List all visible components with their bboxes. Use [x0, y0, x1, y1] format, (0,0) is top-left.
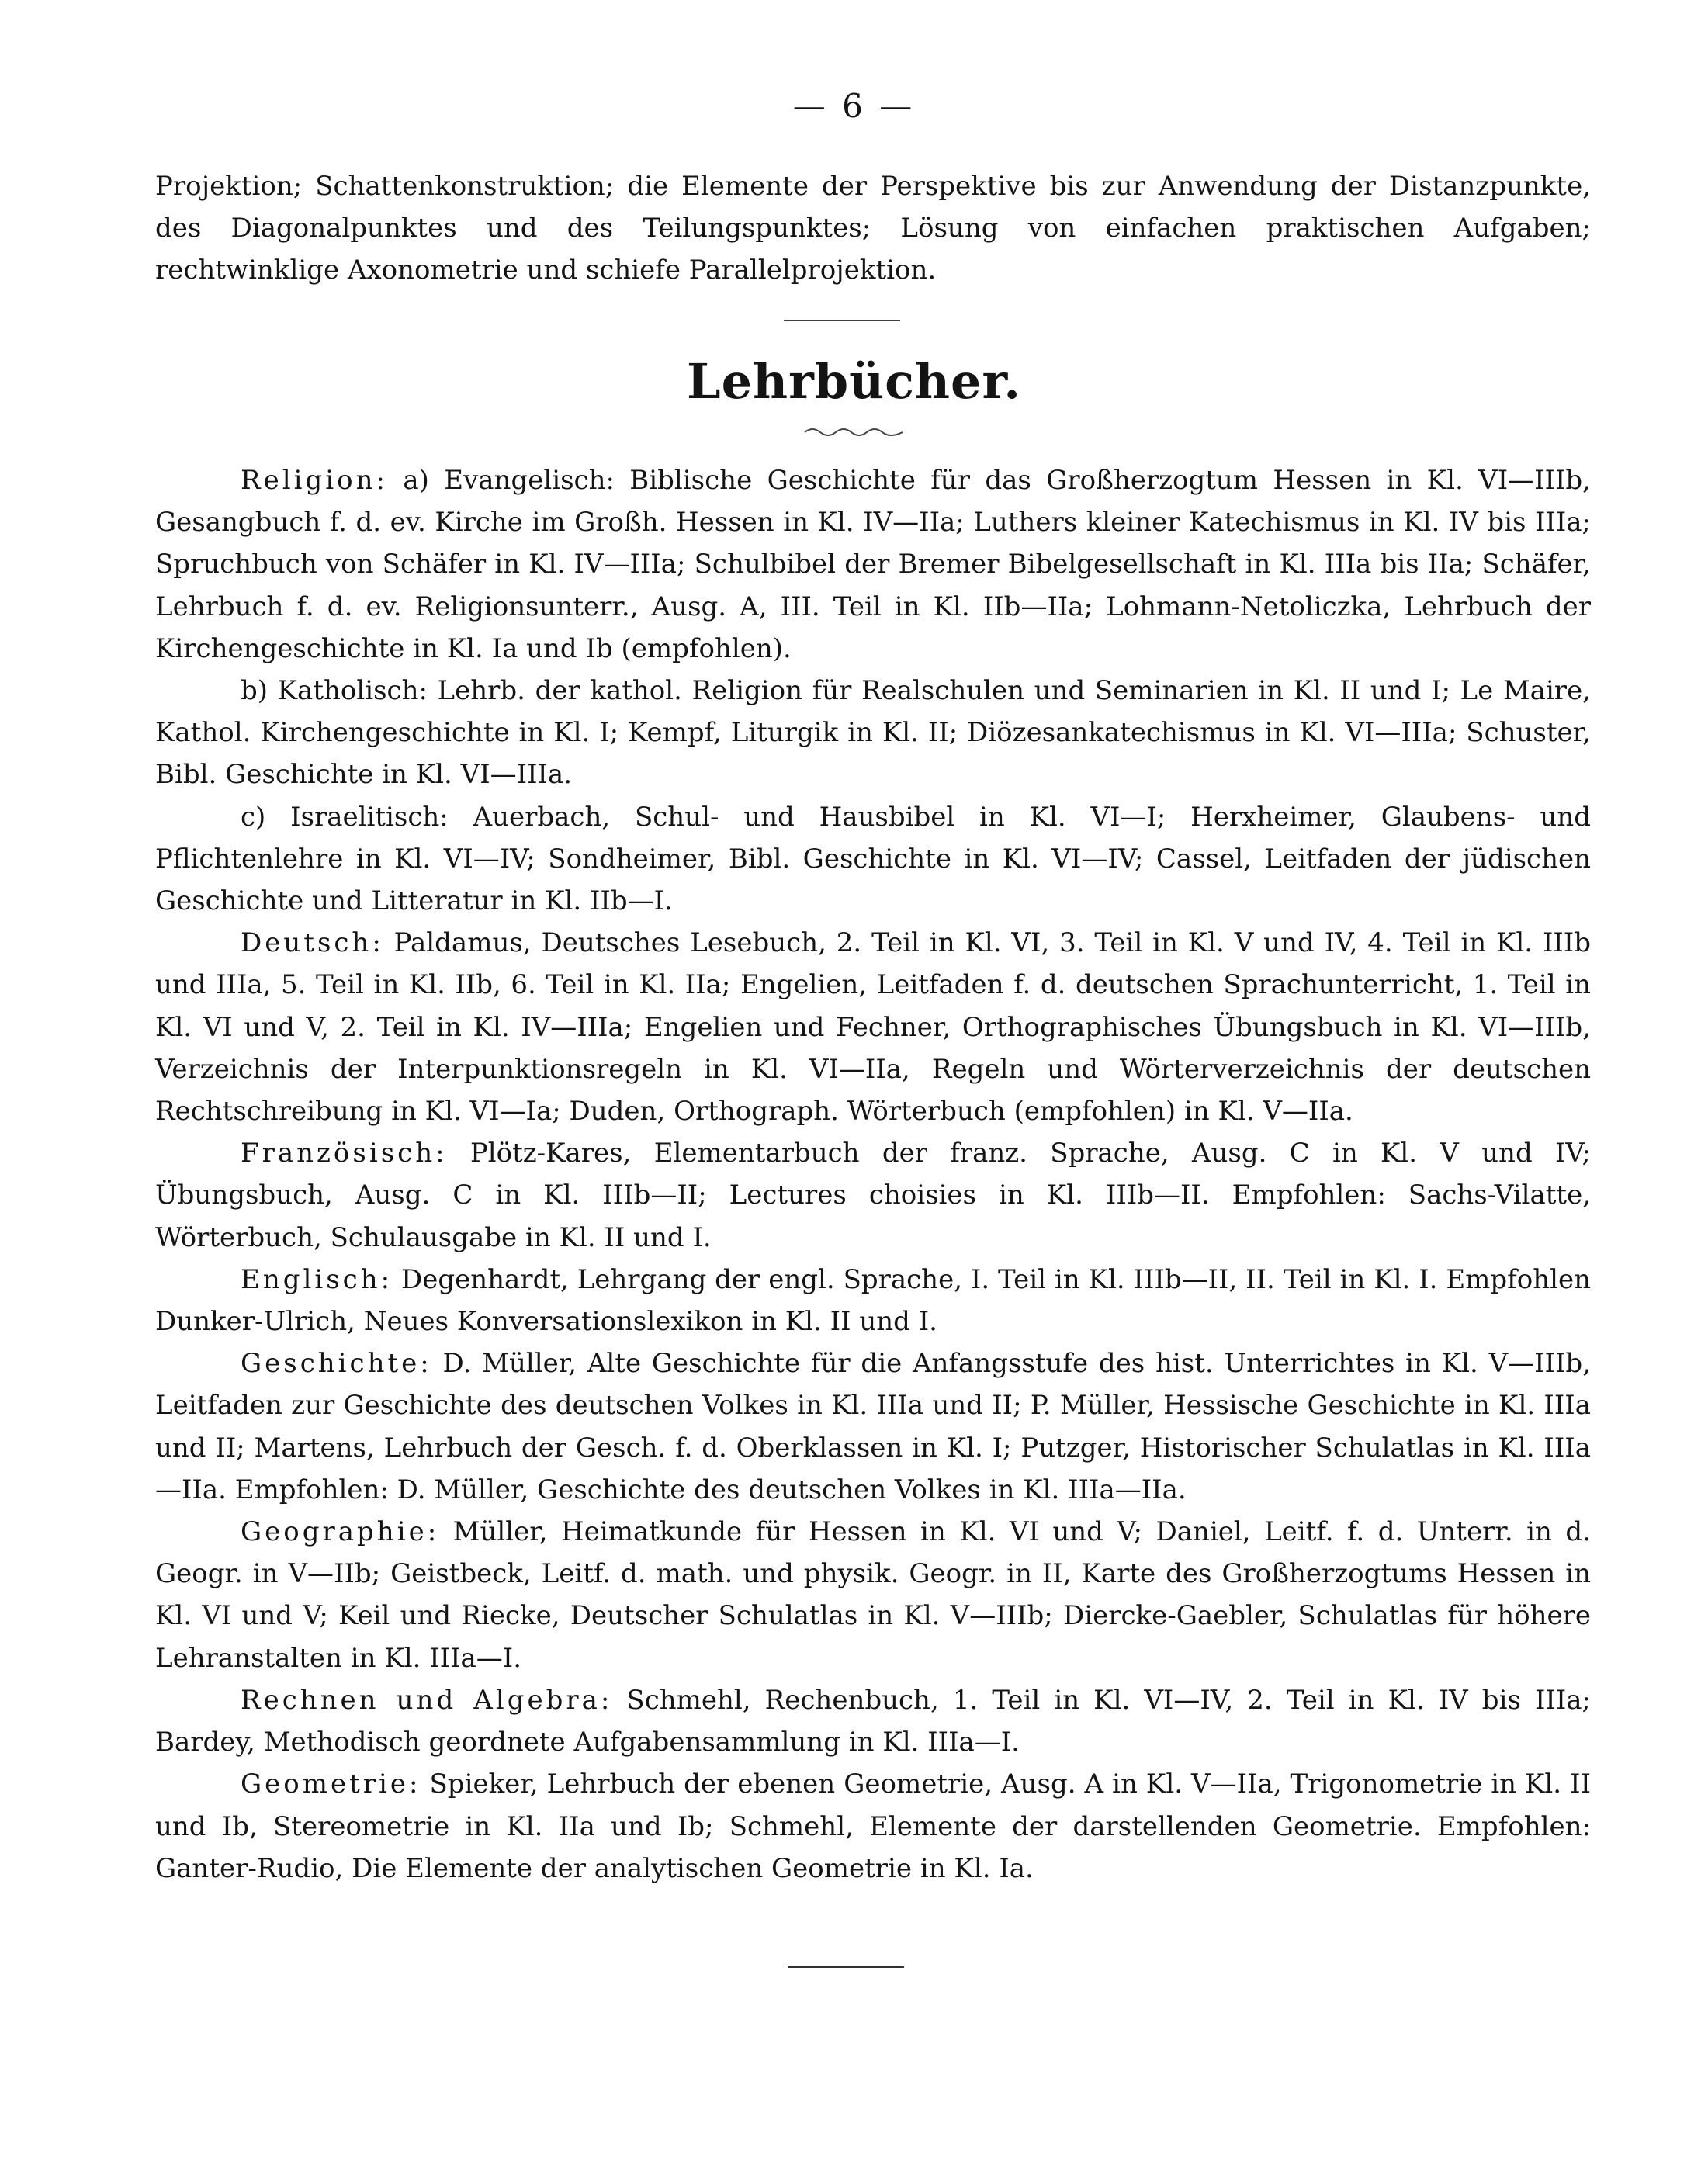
subject-label: Geschichte:: [241, 1348, 432, 1380]
subject-label: Englisch:: [241, 1263, 393, 1295]
section-divider-top: [784, 320, 900, 321]
textbook-list: [155, 459, 1591, 1890]
section-title: Lehrbücher.: [686, 353, 1022, 410]
entry-text: Plötz-Kares, Elementarbuch der franz. Sprache, Ausg. C in Kl. V und IV; Übungsbuch, Ausg. C in Kl. IIIb—II; Lectures choisies in Kl. IIIb—II. Empfohlen: Sachs-Vilatte, Wörterbuch, Schulausgabe in Kl. II und I.: [155, 1138, 1592, 1253]
entry-text: c) Israelitisch: Auerbach, Schul- und Hausbibel in Kl. VI—I; Herxheimer, Glaubens- und Pflichtenlehre in Kl. VI—IV; Sondheimer, Bibl. Geschichte in Kl. VI—IV; Cassel, Leitfaden der jüdischen Geschichte und Litteratur in Kl. IIb—I.: [155, 801, 1591, 917]
subject-label: Französisch:: [241, 1138, 448, 1169]
entry-geschichte: [155, 1342, 1591, 1511]
entry-deutsch: [155, 922, 1591, 1132]
entry-text: Paldamus, Deutsches Lesebuch, 2. Teil in Kl. VI, 3. Teil in Kl. V und IV, 4. Teil in Kl. IIIb und IIIa, 5. Teil in Kl. IIb, 6. Teil in Kl. IIa; Engelien, Leitfaden f. d. deutschen Sprachunterricht, 1. Teil in Kl. VI und V, 2. Teil in Kl. IV—IIIa; Engelien und Fechner, Orthographisches Übungsbuch in Kl. VI—IIIb, Verzeichnis der Interpunktionsregeln in Kl. VI—IIa, Regeln und Wörterverzeichnis der deutschen Rechtschreibung in Kl. VI—Ia; Duden, Orthograph. Wörterbuch (empfohlen) in Kl. V—IIa.: [155, 927, 1591, 1128]
entry-text: Spieker, Lehrbuch der ebenen Geometrie, Ausg. A in Kl. V—IIa, Trigonometrie in Kl. II und Ib, Stereometrie in Kl. IIa und Ib; Schmehl, Elemente der darstellenden Geometrie. Empfohlen: Ganter-Rudio, Die Elemente der analytischen Geometrie in Kl. Ia.: [155, 1768, 1591, 1884]
entry-franzoesisch: [155, 1132, 1591, 1259]
subject-label: Rechnen und Algebra:: [241, 1684, 613, 1716]
intro-paragraph: [155, 165, 1591, 292]
subject-label: Religion:: [241, 465, 388, 496]
section-divider-bottom: [788, 1966, 904, 1968]
heading-ornament: [803, 424, 904, 440]
entry-text: D. Müller, Alte Geschichte für die Anfangsstufe des hist. Unterrichtes in Kl. V—IIIb, Leitfaden zur Geschichte des deutschen Volkes in Kl. IIIa und II; P. Müller, Hessische Geschichte in Kl. IIIa und II; Martens, Lehrbuch der Gesch. f. d. Oberklassen in Kl. I; Putzger, Historischer Schulatlas in Kl. IIIa—IIa. Empfohlen: D. Müller, Geschichte des deutschen Volkes in Kl. IIIa—IIa.: [155, 1348, 1591, 1505]
subject-label: Deutsch:: [241, 927, 384, 959]
entry-text: a) Evangelisch: Biblische Geschichte für das Großherzogtum Hessen in Kl. VI—IIIb, Gesangbuch f. d. ev. Kirche im Großh. Hessen in Kl. IV—IIa; Luthers kleiner Katechismus in Kl. IV bis IIIa; Spruchbuch von Schäfer in Kl. IV—IIIa; Schulbibel der Bremer Bibelgesellschaft in Kl. IIIa bis IIa; Schäfer, Lehrbuch f. d. ev. Religionsunterr., Ausg. A, III. Teil in Kl. IIb—IIa; Lohmann-Netoliczka, Lehrbuch der Kirchengeschichte in Kl. Ia und Ib (empfohlen).: [155, 465, 1591, 664]
page-number: — 6 —: [792, 87, 916, 125]
entry-rechnen-algebra: [155, 1679, 1591, 1763]
entry-text: Müller, Heimatkunde für Hessen in Kl. VI und V; Daniel, Leitf. f. d. Unterr. in d. Geogr. in V—IIb; Geistbeck, Leitf. d. math. und physik. Geogr. in II, Karte des Großherzogtums Hessen in Kl. VI und V; Keil und Riecke, Deutscher Schulatlas in Kl. V—IIIb; Diercke-Gaebler, Schulatlas für höhere Lehranstalten in Kl. IIIa—I.: [155, 1516, 1591, 1674]
subject-label: Geographie:: [241, 1516, 440, 1548]
entry-religion: [155, 459, 1591, 670]
entry-text: Schmehl, Rechenbuch, 1. Teil in Kl. VI—IV, 2. Teil in Kl. IV bis IIIa; Bardey, Methodisch geordnete Aufgabensammlung in Kl. IIIa—I.: [155, 1684, 1591, 1758]
intro-text: Projektion; Schattenkonstruktion; die Elemente der Perspektive bis zur Anwendung der Distanzpunkte, des Diagonalpunktes und des Teilungspunktes; Lösung von einfachen praktischen Aufgaben; rechtwinklige Axonometrie und schiefe Parallelprojektion.: [155, 171, 1591, 286]
entry-geographie: [155, 1511, 1591, 1679]
entry-text: b) Katholisch: Lehrb. der kathol. Religion für Realschulen und Seminarien in Kl. II und I; Le Maire, Kathol. Kirchengeschichte in Kl. I; Kempf, Liturgik in Kl. II; Diözesankatechismus in Kl. VI—IIIa; Schuster, Bibl. Geschichte in Kl. VI—IIIa.: [155, 675, 1591, 791]
entry-religion-israelite: [155, 796, 1591, 923]
entry-religion-catholic: [155, 670, 1591, 796]
entry-englisch: [155, 1259, 1591, 1342]
subject-label: Geometrie:: [241, 1768, 421, 1800]
entry-text: Degenhardt, Lehrgang der engl. Sprache, I. Teil in Kl. IIIb—II, II. Teil in Kl. I. Empfohlen Dunker-Ulrich, Neues Konversationslexikon in Kl. II und I.: [155, 1263, 1591, 1338]
entry-geometrie: [155, 1763, 1591, 1890]
